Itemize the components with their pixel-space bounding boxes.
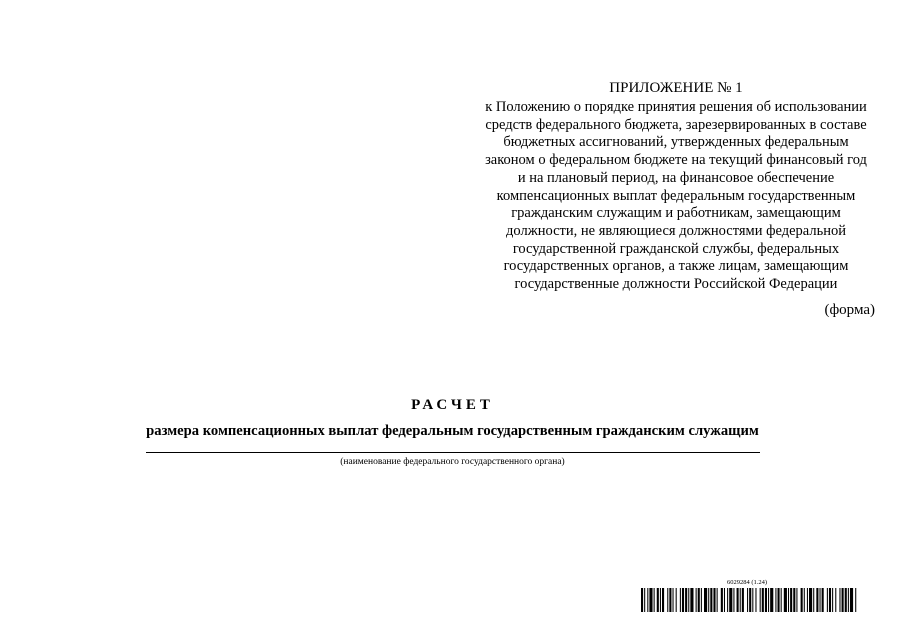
appendix-text [466,99,886,294]
appendix-line: государственные должности Российской Федерации [514,276,838,293]
appendix-line: законом о федеральном бюджете на текущий финансовый год [485,152,867,169]
appendix-line: компенсационных выплат федеральным государственным [496,187,856,204]
barcode-number: 6029284 (1.24) [727,579,768,586]
document-subtitle: размера компенсационных выплат федеральным государственным гражданским служащим [146,423,759,439]
appendix-line: и на плановый период, на финансовое обеспечение [517,169,835,186]
barcode [641,579,857,613]
org-name-line [146,452,760,453]
document-title: РАСЧЕТ [411,397,494,413]
appendix-heading: ПРИЛОЖЕНИЕ № 1 [609,80,743,96]
appendix-line: государственной гражданской службы, федеральных [512,240,840,257]
form-label: (форма) [824,302,875,318]
org-name-caption: (наименование федерального государственного органа) [340,457,565,467]
appendix-line: должности, не являющиеся должностями федеральной [506,222,846,239]
appendix-line: государственных органов, а также лицам, замещающим [503,258,849,275]
appendix-line: к Положению о порядке принятия решения об использовании [485,99,867,115]
appendix-line: бюджетных ассигнований, утвержденных федеральным [503,134,849,151]
appendix-line: гражданским служащим и работникам, замещающим [511,205,841,222]
appendix-block [466,78,886,294]
appendix-line: средств федерального бюджета, зарезервированных в составе [485,116,867,133]
barcode-bars-icon [641,588,857,612]
